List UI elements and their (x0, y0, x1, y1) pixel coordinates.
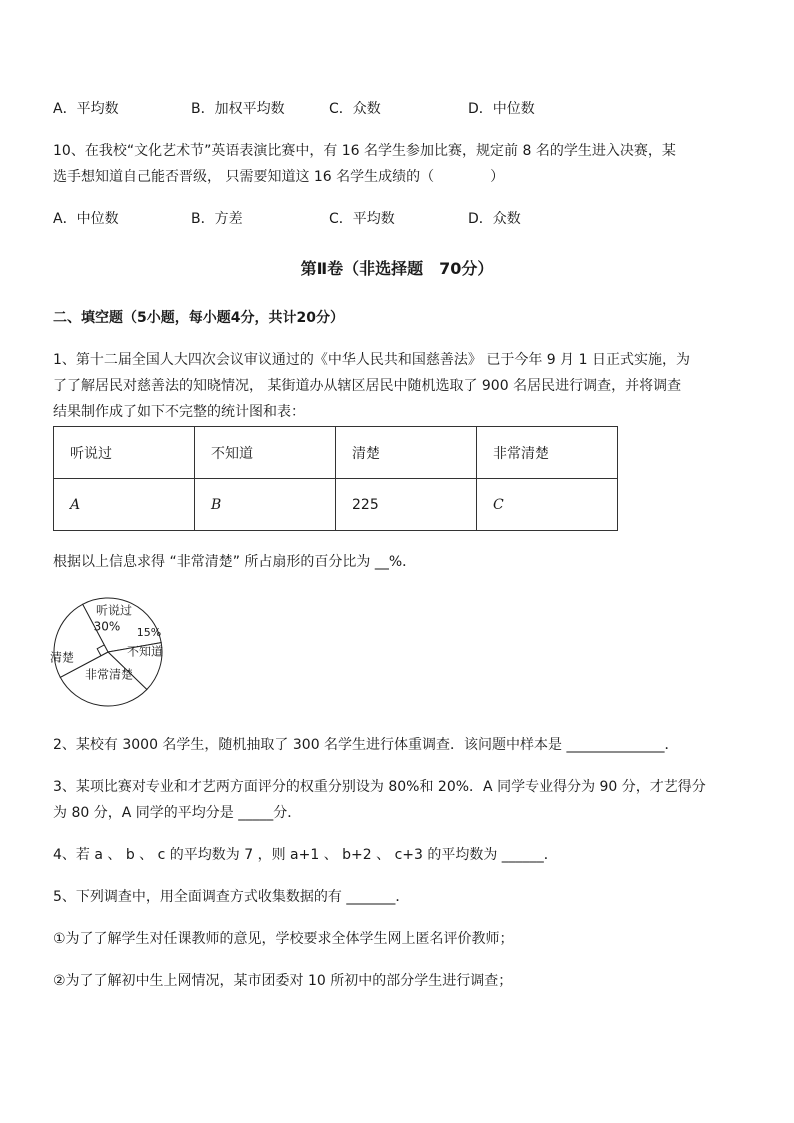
q9-option-c: C．众数 (329, 101, 381, 117)
q10-option-d: D．众数 (468, 211, 521, 227)
q1-question: 根据以上信息求得 “非常清楚” 所占扇形的百分比为 __%． (53, 554, 417, 570)
table-cell: C (477, 479, 618, 531)
q10-option-b: B．方差 (191, 211, 243, 227)
q10-line-2: 选手想知道自己能否晋级， 只需要知道这 16 名学生成绩的（ ） (53, 169, 505, 185)
pie-label-0: 听说过 (95, 603, 133, 618)
q9-option-a: A．平均数 (53, 101, 119, 117)
table-header-cell: 听说过 (54, 427, 195, 479)
section-title: 第Ⅱ卷（非选择题 70分） (300, 259, 494, 278)
q5-stem: 5、下列调查中，用全面调查方式收集数据的有 _______． (53, 889, 410, 905)
table-header-cell: 不知道 (195, 427, 336, 479)
q1-line-1: 1、第十二届全国人大四次会议审议通过的《中华人民共和国慈善法》 已于今年 9 月 1 日正式实施，为 (53, 352, 690, 368)
q10-line-1: 10、在我校“文化艺术节”英语表演比赛中，有 16 名学生参加比赛，规定前 8 名的学生进入决赛，某 (53, 143, 676, 159)
q3-line-1: 3、某项比赛对专业和才艺两方面评分的权重分别设为 80%和 20%．A 同学专业得分为 90 分，才艺得分 (53, 779, 706, 795)
table-header-cell: 清楚 (336, 427, 477, 479)
table-cell: B (195, 479, 336, 531)
q9-option-b: B．加权平均数 (191, 101, 285, 117)
fill-in-heading: 二、填空题（5小题，每小题4分，共计20分） (53, 310, 344, 326)
q2-text: 2、某校有 3000 名学生，随机抽取了 300 名学生进行体重调查．该问题中样本是 ______________． (53, 737, 679, 753)
q1-line-3: 结果制作成了如下不完整的统计图和表： (53, 404, 305, 420)
q3-line-2: 为 80 分，A 同学的平均分是 _____分． (53, 805, 302, 821)
q5-item-1: ①为了了解学生对任课教师的意见，学校要求全体学生网上匿名评价教师； (53, 931, 514, 947)
pie-label-1: 不知道 (126, 644, 164, 659)
table-cell: 225 (336, 479, 477, 531)
table-cell: A (54, 479, 195, 531)
pie-label-3: 清楚 (50, 650, 75, 665)
q1-line-2: 了了解居民对慈善法的知晓情况， 某街道办从辖区居民中随机选取了 900 名居民进行调查，并将调查 (53, 378, 682, 394)
q5-item-2: ②为了了解初中生上网情况，某市团委对 10 所初中的部分学生进行调查； (53, 973, 513, 989)
table-row (54, 479, 618, 531)
survey-table (53, 426, 618, 531)
pie-chart (50, 596, 172, 708)
table-header-cell: 非常清楚 (477, 427, 618, 479)
q10-option-c: C．平均数 (329, 211, 395, 227)
table-header-row (54, 427, 618, 479)
q9-option-d: D．中位数 (468, 101, 535, 117)
pie-annotation-1: 15% (136, 626, 162, 639)
pie-label-2: 非常清楚 (84, 667, 134, 682)
q4-text: 4、若 a 、 b 、 c 的平均数为 7 ，则 a+1 、 b+2 、 c+3 的平均数为 ______． (53, 847, 558, 863)
pie-annotation-0: 30% (93, 619, 121, 634)
q10-option-a: A．中位数 (53, 211, 119, 227)
